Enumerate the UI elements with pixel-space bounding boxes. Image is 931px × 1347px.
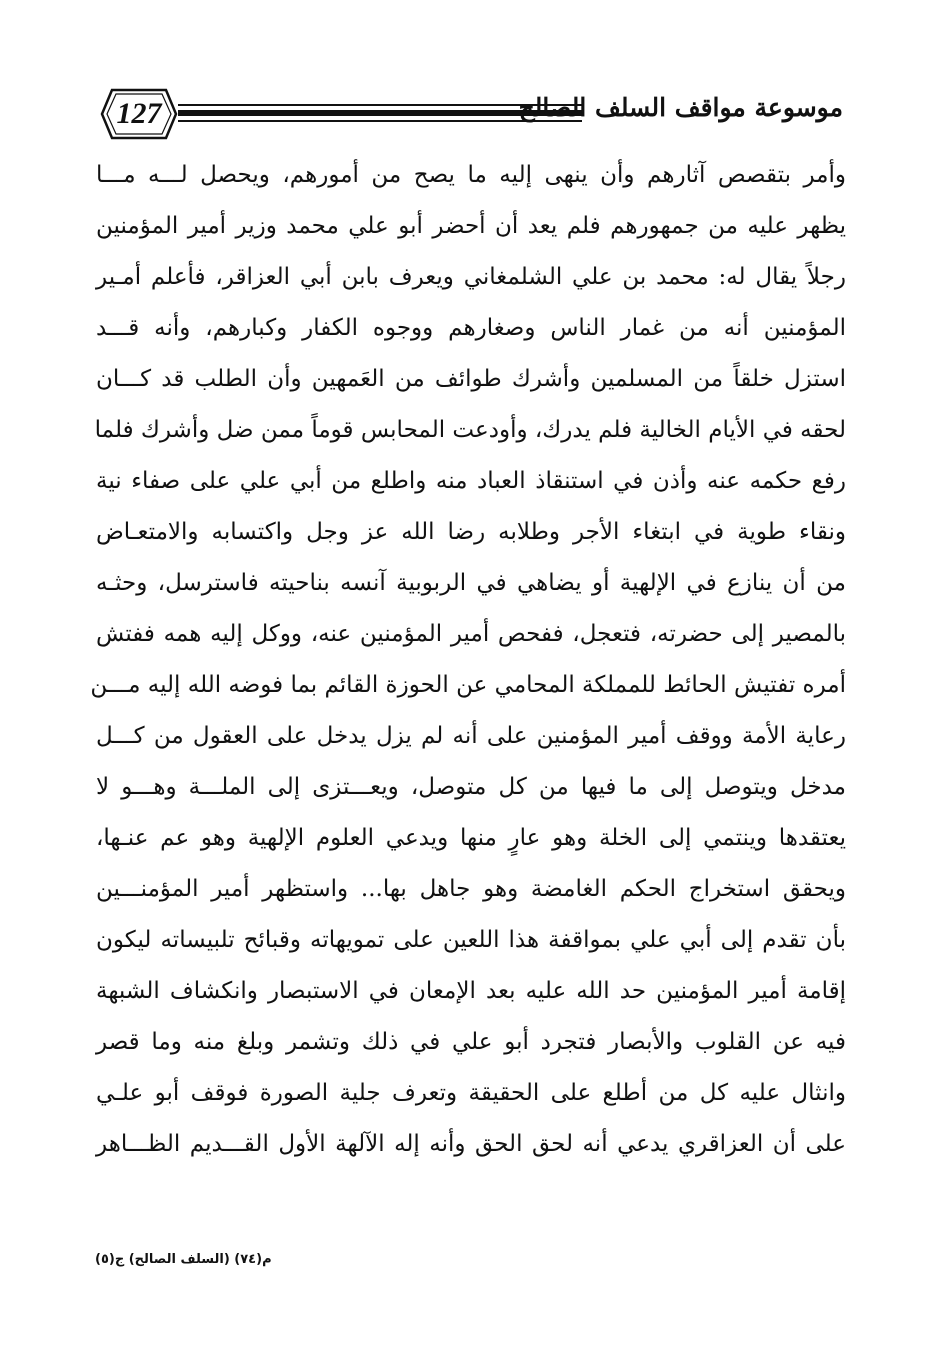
text-line: مدخل ويتوصل إلى ما فيها من كل متوصل، ويعـــتزى إلى الملـــة وهـــو لا <box>96 774 846 800</box>
text-line: رفع حكمه عنه وأذن في استنقاذ العباد منه واطلع من أبي علي على صفاء نية <box>96 468 846 494</box>
text-line: على أن العزاقري يدعي أنه لحق الحق وأنه إله الآلهة الأول القـــديم الظـــاهر <box>96 1131 846 1157</box>
text-line: من أن ينازع في الإلهية أو يضاهي في الربوبية آنسه بناحيته فاسترسل، وحثـه <box>96 570 846 596</box>
text-line: ونقاء طوية في ابتغاء الأجر وطلابه رضا الله عز وجل واكتسابه والامتعـاض <box>96 519 846 545</box>
text-line: فيه عن القلوب والأبصار فتجرد أبو علي في ذلك وتشمر وبلغ منه وما قصر <box>96 1029 846 1055</box>
page-number: 127 <box>116 97 162 130</box>
text-line: يعتقدها وينتمي إلى الخلة وهو عارٍ منها ويدعي العلوم الإلهية وهو عم عنـها، <box>96 825 846 851</box>
text-line: وأمر بتقصص آثارهم وأن ينهى إليه ما يصح من أمورهم، ويحصل لـــه مـــا <box>96 162 846 188</box>
page-number-badge <box>100 88 178 140</box>
body-text <box>90 150 846 1170</box>
text-line: بالمصير إلى حضرته، فتعجل، ففحص أمير المؤمنين عنه، ووكل إليه همه ففتش <box>96 621 846 647</box>
text-line: المؤمنين أنه من غمار الناس وصغارهم ووجوه الكفار وكبارهم، وأنه قـــد <box>96 315 846 341</box>
text-line: وانثال عليه كل من أطلع على الحقيقة وتعرف جلية الصورة فوقف أبو علـي <box>96 1080 846 1106</box>
page-header <box>98 82 843 154</box>
text-line: رعاية الأمة ووقف أمير المؤمنين على أنه لم يزل يدخل على العقول من كـــل <box>96 723 846 749</box>
text-line: بأن تقدم إلى أبي علي بمواقفة هذا اللعين على تمويهاته وقبائح تلبيساته ليكون <box>96 927 846 953</box>
footer-signature: م(٧٤) (السلف الصالح) ج(٥) <box>95 1252 272 1267</box>
text-line: أمره تفتيش الحائط للمملكة المحامي عن الحوزة القائم بما فوضه الله إليه مـــن <box>90 672 846 698</box>
text-line: رجلاً يقال له: محمد بن علي الشلمغاني ويعرف بابن أبي العزاقر، فأعلم أمـير <box>96 264 846 290</box>
text-line: استزل خلقاً من المسلمين وأشرك طوائف من العَمهين وأن الطلب قد كـــان <box>96 366 846 392</box>
text-line: إقامة أمير المؤمنين حد الله عليه بعد الإمعان في الاستبصار وانكشاف الشبهة <box>96 978 846 1004</box>
text-line: ويحقق استخراج الحكم الغامضة وهو جاهل بها... واستظهر أمير المؤمنـــين <box>96 876 846 902</box>
text-line: لحقه في الأيام الخالية فلم يدرك، وأودعت المحابس قوماً ممن ضل وأشرك فلما <box>94 417 846 443</box>
book-title: موسوعة مواقف السلف الصالح <box>518 93 843 122</box>
text-line: يظهر عليه من جمهورهم فلم يعد أن أحضر أبو علي محمد وزير أمير المؤمنين <box>96 213 846 239</box>
